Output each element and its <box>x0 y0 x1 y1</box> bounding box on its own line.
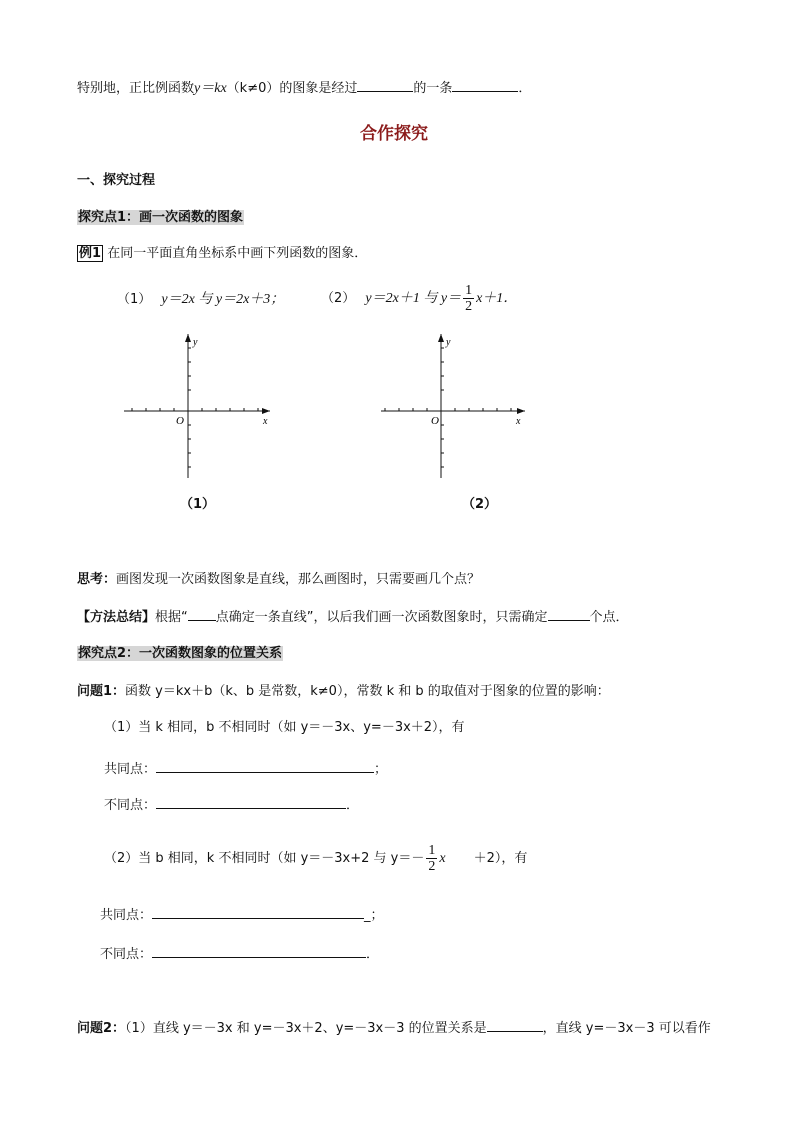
blank-8[interactable] <box>152 945 366 958</box>
blank-2[interactable] <box>452 79 518 92</box>
q1-diff-2 <box>100 945 379 964</box>
method-mid: 点确定一条直线”，以后我们画一次函数图象时，只需确定 <box>215 610 548 625</box>
q1-frac-numerator: 1 <box>428 843 436 858</box>
item1-formula: y＝2x 与 y＝2x＋3； <box>161 292 285 307</box>
q1-sub1: （1）当 k 相同，b 不相同时（如 y＝－3x、y=－3x＋2），有 <box>104 720 465 735</box>
blank-7[interactable] <box>152 906 364 919</box>
q1-label: 问题1： <box>77 684 126 699</box>
q1-diff-1 <box>104 796 359 815</box>
q1-sub2-x: x <box>439 851 446 866</box>
method-label: 【方法总结】 <box>77 610 156 625</box>
x-arrow-1 <box>262 408 270 414</box>
q1-sub2-post: ＋2），有 <box>473 851 528 866</box>
common-end-2: _； <box>364 908 384 923</box>
section-title: 合作探究 <box>360 124 428 144</box>
example-line <box>77 245 367 263</box>
graph-caption-2: （2） <box>462 497 498 512</box>
intro-mid2: 的一条 <box>413 81 453 96</box>
y-label-2: y <box>446 337 451 348</box>
example-label: 例1 <box>79 246 102 261</box>
q1-frac-denominator: 2 <box>428 859 436 874</box>
item2-formula-post: x＋1． <box>476 291 518 306</box>
common-label-1: 共同点： <box>104 762 157 777</box>
method-end: 个点． <box>589 610 629 625</box>
item2-fraction <box>463 283 474 314</box>
method-pre: 根据“ <box>155 610 188 625</box>
blank-1[interactable] <box>357 79 413 92</box>
blank-4[interactable] <box>548 608 590 621</box>
q1-sub2-fraction <box>426 843 437 874</box>
example-item-2 <box>321 283 517 315</box>
q2-label: 问题2： <box>77 1021 126 1036</box>
frac-denominator: 2 <box>465 299 473 314</box>
q1-text: 函数 y＝kx＋b（k、b 是常数，k≠0），常数 k 和 b 的取值对于图象的位置的影响： <box>125 684 610 699</box>
origin-label-2: O <box>431 415 439 427</box>
intro-end: ． <box>518 81 532 96</box>
heading-process: 一、探究过程 <box>77 173 156 188</box>
think-text: 画图发现一次函数图象是直线，那么画图时，只需要画几个点？ <box>116 572 481 587</box>
q1-sub2-pre: （2）当 b 相同，k 不相同时（如 y＝－3x+2 与 y＝－ <box>104 851 425 866</box>
intro-condition: （k≠0） <box>226 81 280 96</box>
point1-heading <box>77 209 244 227</box>
blank-5[interactable] <box>156 760 374 773</box>
item2-formula-pre: y＝2x＋1 与 y＝ <box>365 291 462 306</box>
blank-6[interactable] <box>156 796 346 809</box>
origin-label-1: O <box>176 415 184 427</box>
point2-label: 探究点2：一次函数图象的位置关系 <box>78 646 283 661</box>
coordinate-graph-1 <box>118 332 278 482</box>
y-arrow-2 <box>438 334 444 342</box>
blank-9[interactable] <box>487 1019 543 1032</box>
example-text: 在同一平面直角坐标系中画下列函数的图象． <box>107 246 368 261</box>
x-arrow-2 <box>517 408 525 414</box>
coordinate-graph-2 <box>375 332 535 482</box>
frac-numerator: 1 <box>465 283 473 298</box>
q1-line <box>77 683 610 701</box>
intro-mid: 的图象是经过 <box>279 81 358 96</box>
point2-heading <box>77 645 283 663</box>
blank-3[interactable] <box>188 608 216 621</box>
diff-end-2: ． <box>366 947 380 962</box>
diff-end-1: ． <box>346 798 360 813</box>
diff-label-2: 不同点： <box>100 947 153 962</box>
method-line <box>77 608 629 627</box>
q2-line <box>77 1019 711 1038</box>
intro-line <box>77 79 531 98</box>
item1-number: （1） <box>117 292 152 307</box>
intro-formula: y＝kx <box>194 81 227 96</box>
q2-post: ，直线 y=－3x－3 可以看作 <box>542 1021 711 1036</box>
y-arrow-1 <box>185 334 191 342</box>
q1-common-1 <box>104 760 387 779</box>
think-label: 思考： <box>77 572 117 587</box>
think-line <box>77 571 480 589</box>
y-label-1: y <box>193 337 198 348</box>
q1-common-2 <box>100 906 384 925</box>
common-end-1: ； <box>374 762 388 777</box>
q2-pre: （1）直线 y＝－3x 和 y=－3x＋2、y=－3x－3 的位置关系是 <box>125 1021 487 1036</box>
point1-label: 探究点1：画一次函数的图象 <box>78 210 244 225</box>
diff-label-1: 不同点： <box>104 798 157 813</box>
q1-sub2 <box>104 842 527 876</box>
example-item-1 <box>117 291 284 309</box>
graph-caption-1: （1） <box>180 497 216 512</box>
common-label-2: 共同点： <box>100 908 153 923</box>
item2-number: （2） <box>321 291 356 306</box>
x-label-2: x <box>516 416 521 427</box>
intro-prefix: 特别地，正比例函数 <box>77 81 195 96</box>
x-label-1: x <box>263 416 268 427</box>
